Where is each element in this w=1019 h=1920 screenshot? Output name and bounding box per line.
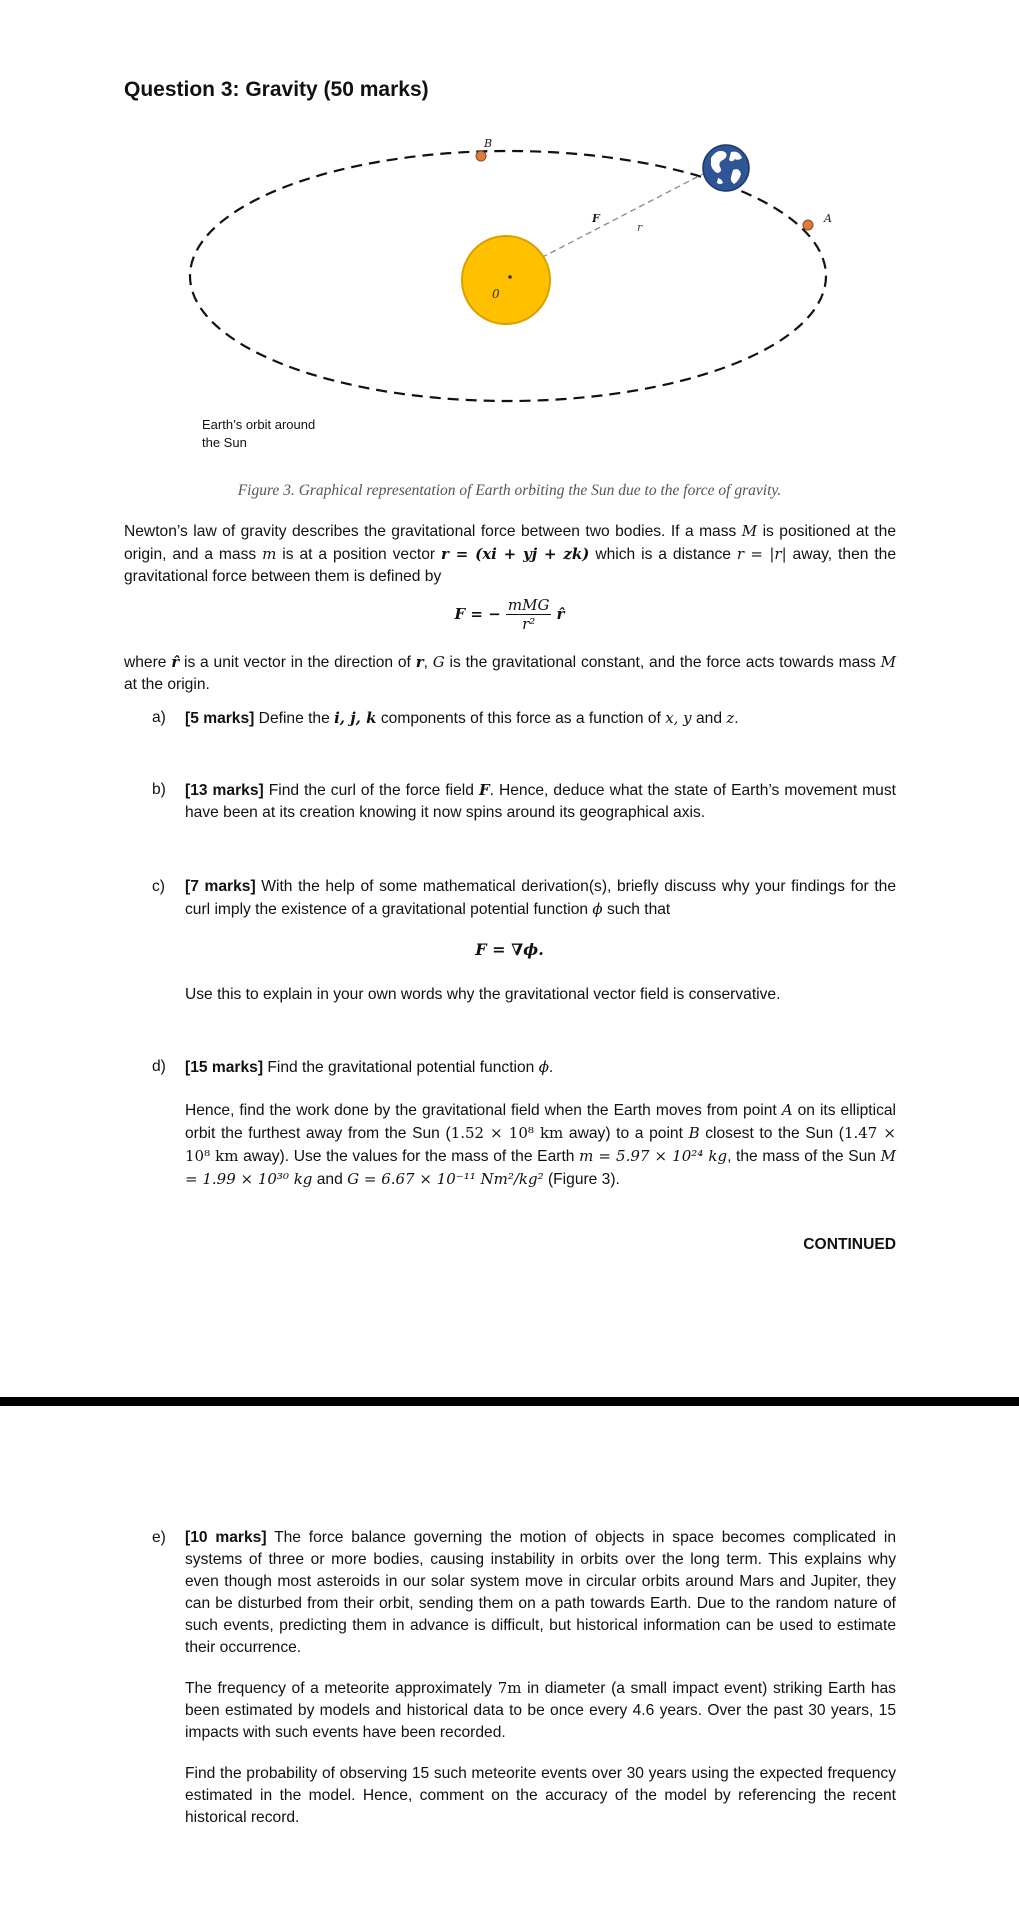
part-e-marks: [10 marks] <box>185 1529 267 1546</box>
part-c-marks: [7 marks] <box>185 878 256 895</box>
part-e: e) [10 marks] The force balance governing the motion of objects in space becomes complicated in systems of three or more bodies, causing instability in orbits over the long term. This explains why even though most asteroids in our solar system move in circular orbits around Mars and Jupiter, they can be disturbed from their orbit, sending them on a path towards Earth. Due to the random nature of such events, predicting them in advance is difficult, but historical information can be used to estimate their occurrence. <box>152 1529 897 1656</box>
part-b-marks: [13 marks] <box>185 782 264 799</box>
page-divider <box>0 1397 1019 1406</box>
orbit-label <box>202 416 315 452</box>
part-b: b) [13 marks] Find the curl of the force field F. Hence, deduce what the state of Earth’s movement must have been at its creation knowing it now spins around its geographical axis. <box>152 781 896 821</box>
part-a-marks: [5 marks] <box>185 710 255 727</box>
part-a: a) [5 marks] Define the i, j, k components of this force as a function of x, y and z. <box>152 709 739 727</box>
question-title: Question 3: Gravity (50 marks) <box>124 78 429 101</box>
point-b-marker <box>476 151 486 161</box>
radius-label: r <box>637 221 643 234</box>
intro-paragraph: Newton’s law of gravity describes the gravitational force between two bodies. If a mass M is positioned at the origin, and a mass m is at a position vector r = (xi + yj + zk) which is a distance r = |r| away, then the gravitational force between them is defined by <box>124 522 897 585</box>
orbit-label-line2: the Sun <box>202 435 247 450</box>
part-c-followup: Use this to explain in your own words why the gravitational vector field is conservative. <box>185 986 781 1003</box>
part-d-work-paragraph: Hence, find the work done by the gravitational field when the Earth moves from point A on its elliptical orbit the furthest away from the Sun (1.52 × 10⁸ km away) to a point B closest to the Sun (1.47 × 10⁸ km away). Use the values for the mass of the Earth m = 5.97 × 10²⁴ kg, the mass of the Sun M = 1.99 × 10³⁰ kg and G = 6.67 × 10⁻¹¹ Nm²/kg² (Figure 3). <box>185 1101 897 1188</box>
part-d-marks: [15 marks] <box>185 1059 264 1076</box>
part-a-label: a) <box>152 709 166 726</box>
equation-fraction: $\frac{\text{mMG}}{\text{r²}}$ <box>507 596 550 633</box>
continued-label: CONTINUED <box>803 1236 896 1253</box>
force-label: F <box>592 212 600 225</box>
part-c-label: c) <box>152 878 165 895</box>
equation-lhs: F = − <box>454 605 501 623</box>
part-e-probability-paragraph: Find the probability of observing 15 such meteorite events over 30 years using the expected frequency estimated in the model. Hence, comment on the accuracy of the model by referencing the recent historical record. <box>185 1765 896 1826</box>
gravity-equation <box>0 596 1019 633</box>
where-paragraph: where r̂ is a unit vector in the direction of r, G is the gravitational constant, and the force acts towards mass M at the origin. <box>124 653 896 693</box>
part-e-frequency-paragraph: The frequency of a meteorite approximately 7m in diameter (a small impact event) striking Earth has been estimated by models and historical data to be once every 4.6 years. Over the past 30 years, 15 impacts with such events have been recorded. <box>185 1679 896 1741</box>
potential-equation: F = ∇ϕ. <box>475 940 544 959</box>
part-e-label: e) <box>152 1529 166 1546</box>
earth-icon <box>703 145 749 191</box>
orbit-figure <box>180 128 840 418</box>
point-b-label: B <box>483 137 493 150</box>
part-c: c) [7 marks] With the help of some mathematical derivation(s), briefly discuss why your findings for the curl imply the existence of a gravitational potential function ϕ such that <box>152 878 897 918</box>
part-d-label: d) <box>152 1058 166 1075</box>
origin-dot <box>508 275 512 279</box>
sun <box>462 236 550 324</box>
figure-caption: Figure 3. Graphical representation of Earth orbiting the Sun due to the force of gravity. <box>237 482 782 499</box>
orbit-label-line1: Earth’s orbit around <box>202 417 316 432</box>
point-a-marker <box>803 220 813 230</box>
point-a-label: A <box>824 212 832 225</box>
part-d: d) [15 marks] Find the gravitational potential function ϕ. <box>152 1058 554 1076</box>
origin-label: 0 <box>492 287 500 301</box>
equation-unit-vector: r̂ <box>556 605 565 623</box>
part-b-label: b) <box>152 781 166 798</box>
